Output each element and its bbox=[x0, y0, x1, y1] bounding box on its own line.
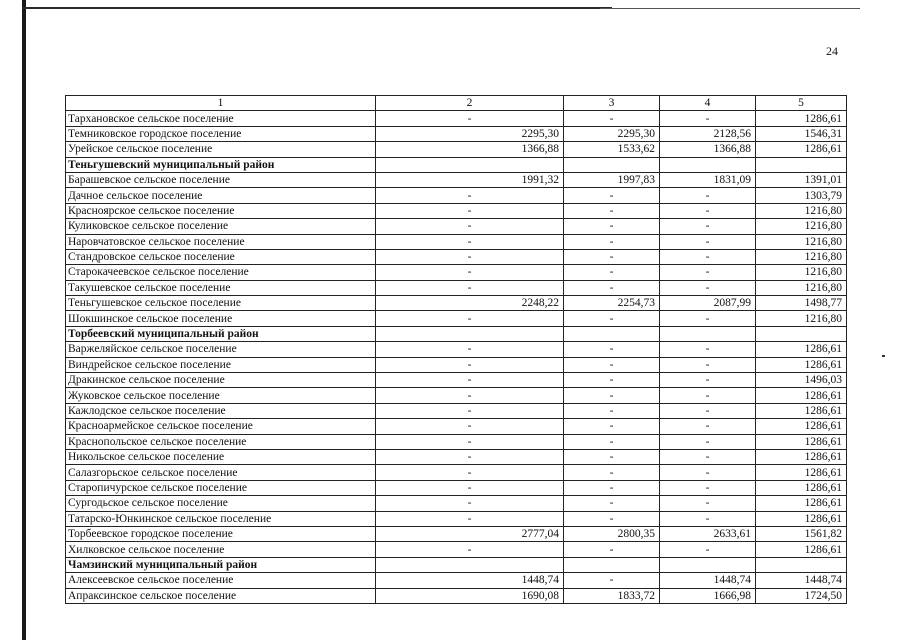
settlement-name: Наровчатовское сельское поселение bbox=[66, 234, 376, 249]
value-cell-c4: - bbox=[660, 280, 756, 295]
value-cell-c5: 1216,80 bbox=[756, 265, 847, 280]
scan-border-left bbox=[22, 0, 26, 640]
table-row bbox=[66, 280, 847, 295]
value-cell-c3: - bbox=[564, 403, 660, 418]
value-cell-c4: - bbox=[660, 480, 756, 495]
value-cell-c4: - bbox=[660, 357, 756, 372]
table-row bbox=[66, 573, 847, 588]
value-cell-c5: 1216,80 bbox=[756, 234, 847, 249]
settlement-name: Никольское сельское поселение bbox=[66, 449, 376, 464]
value-cell-c4: 1448,74 bbox=[660, 573, 756, 588]
table-row bbox=[66, 388, 847, 403]
value-cell-c2: - bbox=[376, 357, 564, 372]
value-cell-c3: - bbox=[564, 496, 660, 511]
value-cell-c4: - bbox=[660, 465, 756, 480]
value-cell-c3: 1533,62 bbox=[564, 142, 660, 157]
value-cell-c3: - bbox=[564, 542, 660, 557]
value-cell-c3: - bbox=[564, 219, 660, 234]
value-cell-c5: 1216,80 bbox=[756, 280, 847, 295]
value-cell-c2: - bbox=[376, 219, 564, 234]
value-cell-c4: - bbox=[660, 203, 756, 218]
value-cell-c2: - bbox=[376, 496, 564, 511]
value-cell-c3: - bbox=[564, 511, 660, 526]
column-header: 4 bbox=[660, 96, 756, 111]
value-cell-c5: 1724,50 bbox=[756, 588, 847, 603]
table-row bbox=[66, 142, 847, 157]
column-header: 3 bbox=[564, 96, 660, 111]
value-cell-c4: - bbox=[660, 219, 756, 234]
value-cell-c2: - bbox=[376, 434, 564, 449]
value-cell-c3: - bbox=[564, 234, 660, 249]
value-cell-c4 bbox=[660, 557, 756, 572]
scan-border-top-right bbox=[600, 8, 860, 9]
table-row bbox=[66, 265, 847, 280]
value-cell-c4: - bbox=[660, 496, 756, 511]
value-cell-c2: - bbox=[376, 111, 564, 126]
value-cell-c5: 1216,80 bbox=[756, 219, 847, 234]
value-cell-c2: 2248,22 bbox=[376, 296, 564, 311]
settlement-name: Старокачеевское сельское поселение bbox=[66, 265, 376, 280]
value-cell-c5: 1286,61 bbox=[756, 388, 847, 403]
district-row bbox=[66, 157, 847, 172]
settlement-name: Тархановское сельское поселение bbox=[66, 111, 376, 126]
value-cell-c3: - bbox=[564, 419, 660, 434]
value-cell-c5: 1391,01 bbox=[756, 172, 847, 187]
settlement-name: Стандровское сельское поселение bbox=[66, 249, 376, 264]
value-cell-c5: 1216,80 bbox=[756, 203, 847, 218]
settlement-name: Старопичурское сельское поселение bbox=[66, 480, 376, 495]
settlement-name: Сургодьское сельское поселение bbox=[66, 496, 376, 511]
value-cell-c2: 2777,04 bbox=[376, 526, 564, 541]
table-row bbox=[66, 311, 847, 326]
settlement-name: Теньгушевское сельское поселение bbox=[66, 296, 376, 311]
value-cell-c4: 2128,56 bbox=[660, 126, 756, 141]
value-cell-c5: 1216,80 bbox=[756, 249, 847, 264]
value-cell-c5 bbox=[756, 157, 847, 172]
scan-speck bbox=[882, 355, 885, 357]
table-row bbox=[66, 172, 847, 187]
value-cell-c3: - bbox=[564, 311, 660, 326]
value-cell-c3: - bbox=[564, 249, 660, 264]
value-cell-c2 bbox=[376, 326, 564, 341]
value-cell-c4: - bbox=[660, 511, 756, 526]
value-cell-c5: 1286,61 bbox=[756, 449, 847, 464]
table-row bbox=[66, 465, 847, 480]
table-row bbox=[66, 249, 847, 264]
value-cell-c2: - bbox=[376, 188, 564, 203]
value-cell-c2 bbox=[376, 557, 564, 572]
table-row bbox=[66, 126, 847, 141]
value-cell-c5 bbox=[756, 326, 847, 341]
value-cell-c5: 1286,61 bbox=[756, 111, 847, 126]
settlement-name: Апраксинское сельское поселение bbox=[66, 588, 376, 603]
value-cell-c3: - bbox=[564, 357, 660, 372]
settlement-name: Алексеевское сельское поселение bbox=[66, 573, 376, 588]
district-name: Торбеевский муниципальный район bbox=[66, 326, 376, 341]
value-cell-c2: - bbox=[376, 265, 564, 280]
value-cell-c2: - bbox=[376, 465, 564, 480]
table-row bbox=[66, 403, 847, 418]
value-cell-c5: 1286,61 bbox=[756, 480, 847, 495]
value-cell-c2: - bbox=[376, 419, 564, 434]
value-cell-c4 bbox=[660, 326, 756, 341]
table-row bbox=[66, 111, 847, 126]
settlement-name: Барашевское сельское поселение bbox=[66, 172, 376, 187]
settlement-name: Краснопольское сельское поселение bbox=[66, 434, 376, 449]
value-cell-c5: 1303,79 bbox=[756, 188, 847, 203]
settlement-name: Куликовское сельское поселение bbox=[66, 219, 376, 234]
table-row bbox=[66, 526, 847, 541]
value-cell-c2: - bbox=[376, 234, 564, 249]
value-cell-c3: - bbox=[564, 203, 660, 218]
value-cell-c5 bbox=[756, 557, 847, 572]
table-row bbox=[66, 419, 847, 434]
value-cell-c5: 1216,80 bbox=[756, 311, 847, 326]
value-cell-c5: 1286,61 bbox=[756, 434, 847, 449]
value-cell-c4: - bbox=[660, 434, 756, 449]
value-cell-c5: 1561,82 bbox=[756, 526, 847, 541]
value-cell-c2: - bbox=[376, 449, 564, 464]
value-cell-c5: 1546,31 bbox=[756, 126, 847, 141]
value-cell-c4 bbox=[660, 157, 756, 172]
value-cell-c3: - bbox=[564, 188, 660, 203]
table-row bbox=[66, 234, 847, 249]
value-cell-c2 bbox=[376, 157, 564, 172]
settlement-name: Варжеляйское сельское поселение bbox=[66, 342, 376, 357]
value-cell-c5: 1448,74 bbox=[756, 573, 847, 588]
settlement-name: Жуковское сельское поселение bbox=[66, 388, 376, 403]
value-cell-c3: - bbox=[564, 434, 660, 449]
district-name: Чамзинский муниципальный район bbox=[66, 557, 376, 572]
value-cell-c2: - bbox=[376, 388, 564, 403]
value-cell-c3: 2295,30 bbox=[564, 126, 660, 141]
value-cell-c4: - bbox=[660, 311, 756, 326]
settlement-name: Красноярское сельское поселение bbox=[66, 203, 376, 218]
settlement-name: Дачное сельское поселение bbox=[66, 188, 376, 203]
table-row bbox=[66, 511, 847, 526]
value-cell-c3 bbox=[564, 326, 660, 341]
table-row bbox=[66, 203, 847, 218]
table-header-row bbox=[66, 96, 847, 111]
value-cell-c4: 1666,98 bbox=[660, 588, 756, 603]
value-cell-c5: 1286,61 bbox=[756, 542, 847, 557]
value-cell-c5: 1286,61 bbox=[756, 465, 847, 480]
value-cell-c5: 1286,61 bbox=[756, 357, 847, 372]
value-cell-c4: - bbox=[660, 388, 756, 403]
value-cell-c3: - bbox=[564, 111, 660, 126]
settlement-name: Татарско-Юнкинское сельское поселение bbox=[66, 511, 376, 526]
value-cell-c2: - bbox=[376, 373, 564, 388]
table-row bbox=[66, 480, 847, 495]
value-cell-c2: - bbox=[376, 311, 564, 326]
value-cell-c2: - bbox=[376, 203, 564, 218]
table-row bbox=[66, 342, 847, 357]
table-row bbox=[66, 357, 847, 372]
value-cell-c3 bbox=[564, 157, 660, 172]
value-cell-c3: - bbox=[564, 465, 660, 480]
value-cell-c2: - bbox=[376, 542, 564, 557]
value-cell-c4: 1366,88 bbox=[660, 142, 756, 157]
settlement-name: Темниковское городское поселение bbox=[66, 126, 376, 141]
settlement-name: Виндрейское сельское поселение bbox=[66, 357, 376, 372]
value-cell-c3 bbox=[564, 557, 660, 572]
district-name: Теньгушевский муниципальный район bbox=[66, 157, 376, 172]
value-cell-c2: - bbox=[376, 480, 564, 495]
value-cell-c3: 1997,83 bbox=[564, 172, 660, 187]
value-cell-c3: - bbox=[564, 449, 660, 464]
value-cell-c2: 1448,74 bbox=[376, 573, 564, 588]
value-cell-c4: - bbox=[660, 449, 756, 464]
value-cell-c5: 1498,77 bbox=[756, 296, 847, 311]
table-body bbox=[66, 96, 847, 604]
table-row bbox=[66, 373, 847, 388]
column-header: 5 bbox=[756, 96, 847, 111]
column-header: 1 bbox=[66, 96, 376, 111]
value-cell-c4: - bbox=[660, 111, 756, 126]
table-row bbox=[66, 496, 847, 511]
settlement-name: Дракинское сельское поселение bbox=[66, 373, 376, 388]
value-cell-c2: - bbox=[376, 342, 564, 357]
value-cell-c4: - bbox=[660, 265, 756, 280]
settlement-name: Салазгорьское сельское поселение bbox=[66, 465, 376, 480]
value-cell-c4: - bbox=[660, 419, 756, 434]
value-cell-c2: 1690,08 bbox=[376, 588, 564, 603]
table-row bbox=[66, 296, 847, 311]
settlement-name: Такушевское сельское поселение bbox=[66, 280, 376, 295]
value-cell-c4: - bbox=[660, 342, 756, 357]
value-cell-c5: 1286,61 bbox=[756, 496, 847, 511]
district-row bbox=[66, 557, 847, 572]
value-cell-c3: - bbox=[564, 480, 660, 495]
value-cell-c4: - bbox=[660, 403, 756, 418]
value-cell-c3: - bbox=[564, 280, 660, 295]
value-cell-c5: 1286,61 bbox=[756, 419, 847, 434]
value-cell-c3: - bbox=[564, 388, 660, 403]
scan-border-top bbox=[22, 7, 612, 9]
value-cell-c2: - bbox=[376, 511, 564, 526]
value-cell-c4: 2633,61 bbox=[660, 526, 756, 541]
value-cell-c3: 2800,35 bbox=[564, 526, 660, 541]
settlement-name: Шокшинское сельское поселение bbox=[66, 311, 376, 326]
value-cell-c5: 1286,61 bbox=[756, 511, 847, 526]
settlement-name: Кажлодское сельское поселение bbox=[66, 403, 376, 418]
settlement-name: Хилковское сельское поселение bbox=[66, 542, 376, 557]
value-cell-c2: - bbox=[376, 249, 564, 264]
value-cell-c3: 1833,72 bbox=[564, 588, 660, 603]
table-row bbox=[66, 542, 847, 557]
table-row bbox=[66, 188, 847, 203]
value-cell-c5: 1286,61 bbox=[756, 403, 847, 418]
data-table bbox=[65, 95, 847, 604]
page-number: 24 bbox=[826, 44, 838, 58]
value-cell-c4: - bbox=[660, 188, 756, 203]
value-cell-c3: 2254,73 bbox=[564, 296, 660, 311]
value-cell-c3: - bbox=[564, 373, 660, 388]
value-cell-c2: 1366,88 bbox=[376, 142, 564, 157]
table-row bbox=[66, 219, 847, 234]
value-cell-c5: 1496,03 bbox=[756, 373, 847, 388]
value-cell-c3: - bbox=[564, 342, 660, 357]
settlement-name: Торбеевское городское поселение bbox=[66, 526, 376, 541]
value-cell-c3: - bbox=[564, 265, 660, 280]
value-cell-c2: - bbox=[376, 280, 564, 295]
settlement-name: Урейское сельское поселение bbox=[66, 142, 376, 157]
settlement-name: Красноармейское сельское поселение bbox=[66, 419, 376, 434]
value-cell-c3: - bbox=[564, 573, 660, 588]
value-cell-c4: - bbox=[660, 249, 756, 264]
table-row bbox=[66, 588, 847, 603]
value-cell-c4: - bbox=[660, 542, 756, 557]
table-row bbox=[66, 434, 847, 449]
value-cell-c4: 2087,99 bbox=[660, 296, 756, 311]
value-cell-c4: - bbox=[660, 373, 756, 388]
value-cell-c5: 1286,61 bbox=[756, 142, 847, 157]
value-cell-c2: 1991,32 bbox=[376, 172, 564, 187]
district-row bbox=[66, 326, 847, 341]
table-row bbox=[66, 449, 847, 464]
value-cell-c5: 1286,61 bbox=[756, 342, 847, 357]
value-cell-c4: - bbox=[660, 234, 756, 249]
value-cell-c2: 2295,30 bbox=[376, 126, 564, 141]
value-cell-c4: 1831,09 bbox=[660, 172, 756, 187]
column-header: 2 bbox=[376, 96, 564, 111]
value-cell-c2: - bbox=[376, 403, 564, 418]
